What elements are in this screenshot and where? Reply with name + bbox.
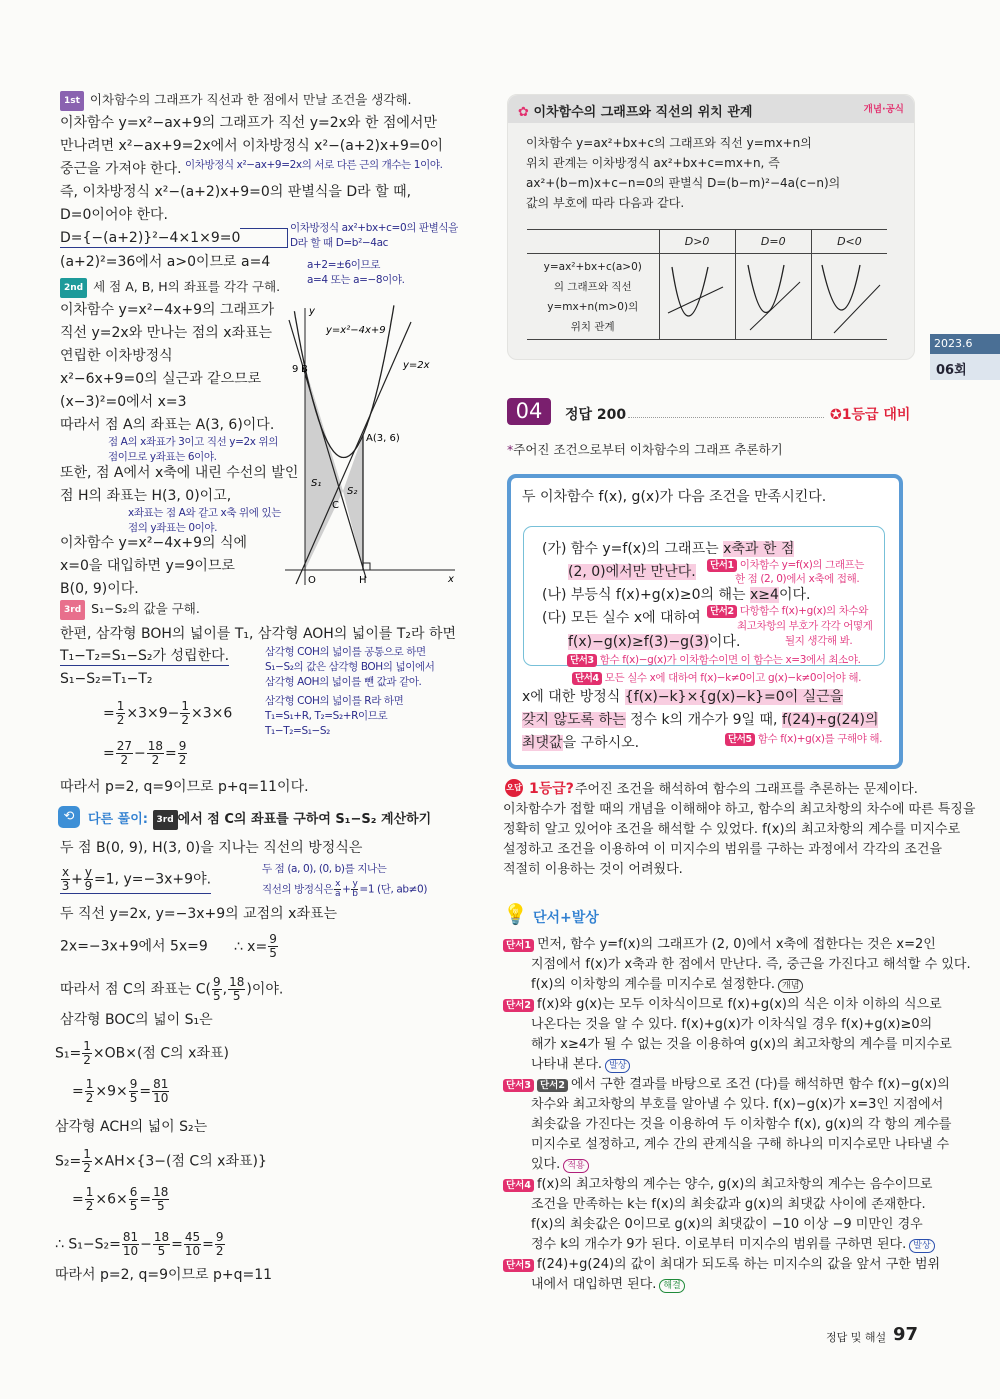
clue-line: 나온다는 것을 알 수 있다. f(x)+g(x)가 이차식일 경우 f(x)+g(x)≥0의: [531, 1017, 933, 1032]
clue-line: f(x)의 이차항의 계수를 미지수로 설정한다. 개념: [531, 976, 803, 993]
equation-line: S₁= $\frac{1}{2}$ ×OB×(점 C의 x좌표): [55, 1039, 229, 1067]
clue-line: 단서5 f(24)+g(24)의 값이 최대가 되도록 하는 미지수의 값을 앞서 구한 범위: [503, 1256, 940, 1273]
text-line: x=0을 대입하면 y=9이므로: [60, 558, 235, 574]
step2-heading: [60, 278, 280, 298]
annotation-note: 이차방정식 x²−ax+9=2x의 서로 다른 근의 개수는 1이야.: [185, 159, 443, 171]
text-line: 위치 관계는 이차방정식 ax²+bx+c=mx+n, 즉: [526, 156, 780, 170]
annotation-note: D라 할 때 D=b²−4ac: [290, 237, 388, 249]
annotation-note: 점 A의 x좌표가 3이고 직선 y=2x 위의: [108, 436, 278, 448]
text-line: 삼각형 ACH의 넓이 S₂는: [55, 1119, 208, 1135]
hint-1: 단서1 이차함수 y=f(x)의 그래프는: [707, 558, 864, 572]
y-axis-label: y: [309, 306, 315, 317]
graph-two-intersections: [660, 255, 735, 335]
parabola-line-graph: [280, 300, 460, 585]
clue-line: 단서1 먼저, 함수 y=f(x)의 그래프가 (2, 0)에서 x축에 접한다는 것은 x=2인: [503, 936, 936, 953]
annotation-note: a=4 또는 a=−8이야.: [307, 274, 405, 286]
clue-line: 최솟값을 가진다는 것을 이용하여 두 이차함수 f(x), g(x)의 각 항의 계수를: [531, 1117, 952, 1132]
why-icon: 오답: [505, 779, 523, 797]
text-line: 이차함수 y=x²−4x+9의 식에: [60, 535, 248, 551]
point-a-label: A(3, 6): [366, 433, 400, 444]
level-badge: ✪1등급 대비: [830, 407, 911, 423]
clue-tag: 단서3: [503, 1079, 534, 1092]
text-line: ax²+(b−m)x+c−n=0의 판별식 D=(b−m)²−4a(c−n)의: [526, 176, 841, 190]
annotation-note: 삼각형 COH의 넓이를 공통으로 하면: [265, 646, 426, 658]
concept-badge: 개념·공식: [863, 104, 904, 115]
step-tag: 1st: [60, 91, 84, 111]
text-line: 이차함수 y=ax²+bx+c의 그래프와 직선 y=mx+n의: [526, 136, 812, 150]
alternative-solution-icon: ⟲: [58, 806, 80, 828]
clue-line: 내에서 대입하면 된다. 해결: [531, 1276, 685, 1293]
step-tag: 3rd: [60, 600, 85, 620]
text-line: 직선 y=2x와 만나는 점의 x좌표는: [60, 325, 273, 341]
clue-line: 해가 x≥4가 될 수 없는 것을 이용하여 g(x)의 최고차항의 계수를 미지수로: [531, 1037, 952, 1052]
conclusion-line: 따라서 p=2, q=9이므로 p+q=11이다.: [60, 779, 309, 795]
point-b-label: B: [301, 364, 308, 375]
page-number: 97: [893, 1324, 919, 1345]
clue-line: 지점에서 f(x)가 x축과 한 점에서 만난다. 즉, 중근을 가진다고 해석할 수 있다.: [531, 957, 971, 972]
clue-badge: 발상: [909, 1239, 934, 1253]
question-line: x에 대한 방정식 {f(x)−k}×{g(x)−k}=0이 실근을: [522, 689, 844, 705]
clue-badge: 적용: [563, 1159, 588, 1173]
clue-badge: 개념: [778, 979, 803, 993]
clue-tag: 단서4: [503, 1179, 534, 1192]
text-line: D={−(a+2)}²−4×1×9=0: [60, 230, 241, 246]
line-label: y=2x: [403, 360, 430, 371]
text-line: 이차함수 y=x²−ax+9의 그래프가 직선 y=2x와 한 점에서만: [60, 115, 437, 131]
s1-label: S₁: [311, 478, 322, 489]
equation-line: ∴ S₁−S₂= $\frac{81}{10}$ − $\frac{18}{5}$ = $\frac{45}{10}$ = $\frac{9}{2}$: [55, 1230, 224, 1258]
clue-tag: 단서2: [503, 999, 534, 1012]
hint-3: 단서3 함수 f(x)−g(x)가 이차함수이면 이 함수는 x=3에서 최소야.: [567, 653, 861, 667]
text-line: x²−6x+9=0의 실근과 같으므로: [60, 371, 262, 387]
clue-line: 조건을 만족하는 k는 f(x)의 최솟값과 g(x)의 최댓값 사이에 존재한다.: [531, 1197, 926, 1212]
y-intercept-label: 9: [292, 364, 299, 375]
point-c-label: C: [332, 500, 339, 511]
parabola-label: y=x²−4x+9: [326, 325, 386, 336]
text-line: 즉, 이차방정식 x²−(a+2)x+9=0의 판별식을 D라 할 때,: [60, 184, 412, 200]
text-line: 또한, 점 A에서 x축에 내린 수선의 발인: [60, 465, 299, 481]
text-line: 이차함수가 접할 때의 개념을 이해해야 하고, 함수의 최고차항의 차수에 따른 특징을: [503, 802, 976, 817]
footer-label: 정답 및 해설: [826, 1331, 887, 1344]
text-line: S₁−S₂=T₁−T₂: [60, 671, 153, 687]
equation-line: = $\frac{1}{2}$ ×9× $\frac{9}{5}$ = $\frac{81}{10}$: [72, 1077, 169, 1105]
step-title: S₁−S₂의 값을 구해.: [91, 601, 200, 616]
graph-no-intersection: [812, 255, 887, 335]
table-header: D=0: [735, 230, 811, 254]
hint-1-cont: 한 점 (2, 0)에서 x축에 접해.: [735, 573, 860, 585]
condition-da: (다) 모든 실수 x에 대하여: [542, 610, 701, 626]
why-title: 1등급?: [529, 781, 574, 797]
hint-4: 단서4 모든 실수 x에 대하여 f(x)−k≠0이고 g(x)−k≠0이어야 해.: [572, 671, 861, 685]
hint-5: 단서5 함수 f(x)+g(x)를 구해야 해.: [725, 732, 882, 746]
equation-line: = $\frac{27}{2}$ − $\frac{18}{2}$ = $\frac{9}{2}$: [103, 739, 187, 767]
annotation-note: 직선의 방정식은 $\frac{x}{a}$ + $\frac{y}{b}$ =1 (단, ab≠0): [262, 879, 428, 899]
equation-line: 2x=−3x+9에서 5x=9 ∴ x= $\frac{9}{5}$: [60, 932, 277, 960]
equation-line: 따라서 점 C의 좌표는 C( $\frac{9}{5}$ , $\frac{18}{5}$ )이야.: [60, 975, 284, 1003]
clue-line: 정수 k의 개수가 9가 된다. 이로부터 미지수의 범위를 구하면 된다. 발상: [531, 1236, 935, 1253]
origin-label: O: [308, 575, 316, 585]
annotation-note: 두 점 (a, 0), (0, b)를 지나는: [262, 863, 387, 875]
text-line: 따라서 점 A의 좌표는 A(3, 6)이다.: [60, 417, 275, 433]
text-line: 주어진 조건을 해석하여 함수의 그래프를 추론하는 문제이다.: [575, 782, 918, 797]
condition-ga: (가) 함수 y=f(x)의 그래프는 x축과 한 점: [542, 541, 795, 557]
step-tag: 2nd: [60, 278, 87, 298]
annotation-note: 점의 y좌표는 0이야.: [128, 522, 218, 534]
text-line: 삼각형 BOC의 넓이 S₁은: [60, 1012, 213, 1028]
clue-line: 단서4 f(x)의 최고차항의 계수는 양수, g(x)의 최고차항의 계수는 음수이므로: [503, 1176, 932, 1193]
text-line: D=0이어야 한다.: [60, 207, 168, 223]
annotation-note: S₁−S₂의 값은 삼각형 BOH의 넓이에서: [265, 661, 435, 673]
clue-tag: 단서1: [503, 939, 534, 952]
equation-line: $\frac{x}{3}$ + $\frac{y}{9}$ =1, y=−3x+9야.: [61, 865, 212, 893]
clue-line: 나타내 본다. 발상: [531, 1056, 630, 1073]
graph-tangent: [736, 255, 811, 335]
connector-arrow: [240, 228, 288, 248]
concept-box: [507, 94, 915, 360]
clue-line: 단서2 f(x)와 g(x)는 모두 이차식이므로 f(x)+g(x)의 식은 이차 이하의 식으로: [503, 996, 942, 1013]
star-icon: ✪: [830, 407, 842, 423]
conclusion-line: 따라서 p=2, q=9이므로 p+q=11: [55, 1267, 273, 1283]
text-line: 점 H의 좌표는 H(3, 0)이고,: [60, 488, 232, 504]
flower-icon: ✿: [518, 105, 529, 120]
question-line: 갖지 않도록 하는 정수 k의 개수가 9일 때, f(24)+g(24)의: [522, 712, 879, 728]
s2-label: S₂: [347, 486, 358, 497]
problem-intro: 두 이차함수 f(x), g(x)가 다음 조건을 만족시킨다.: [522, 489, 827, 505]
right-angle-mark: [363, 563, 370, 570]
clue-line: f(x)의 최솟값은 0이므로 g(x)의 최댓값이 −10 이상 −9 미만인 경우: [531, 1217, 923, 1232]
annotation-note: a+2=±6이므로: [307, 259, 381, 271]
concept-title: 이차함수의 그래프와 직선의 위치 관계: [533, 105, 753, 120]
equation-line: = $\frac{1}{2}$ ×6× $\frac{6}{5}$ = $\frac{18}{5}$: [72, 1185, 169, 1213]
text-line: 한편, 삼각형 BOH의 넓이를 T₁, 삼각형 AOH의 넓이를 T₂라 하면: [60, 626, 457, 642]
text-line: (x−3)²=0에서 x=3: [60, 394, 187, 410]
region-s1: [305, 367, 343, 570]
clue-line: 단서3 단서2 에서 구한 결과를 바탕으로 조건 (다)를 해석하면 함수 f(x)−g(x)의: [503, 1076, 950, 1093]
clues-title: 단서+발상: [533, 910, 599, 926]
text-line: 설정하고 조건을 이용하여 이 미지수의 범위를 구하는 과정에서 각각의 조건을: [503, 842, 943, 857]
equation-line: S₂= $\frac{1}{2}$ ×AH×{3−(점 C의 x좌표)}: [55, 1147, 267, 1175]
exam-date-tab: 2023.6: [930, 334, 1000, 354]
question-line: 최댓값을 구하시오.: [522, 735, 640, 751]
position-relation-table: [527, 229, 887, 340]
text-line: 적절히 이용하는 것이 어려웠다.: [503, 862, 683, 877]
condition-ga-cont: (2, 0)에서만 만난다.: [568, 564, 696, 580]
alt-heading: 다른 풀이: 3rd 에서 점 C의 좌표를 구하여 S₁−S₂ 계산하기: [88, 810, 431, 830]
text-line: 이차함수 y=x²−4x+9의 그래프가: [60, 302, 275, 318]
step-title: 이차함수의 그래프가 직선과 한 점에서 만날 조건을 생각해.: [89, 92, 412, 107]
text-line: (a+2)²=36에서 a>0이므로 a=4: [60, 254, 271, 270]
row-label: y=ax²+bx+c(a>0) 의 그래프와 직선 y=mx+n(m>0)의 위치 관계: [543, 260, 642, 333]
dotted-leader: [628, 417, 824, 418]
text-line: 만나려면 x²−ax+9=2x에서 이차방정식 x²−(a+2)x+9=0이: [60, 138, 444, 154]
table-header: D<0: [811, 230, 887, 254]
problem-topic: *주어진 조건으로부터 이차함수의 그래프 추론하기: [507, 442, 783, 457]
equation-line: = $\frac{1}{2}$ ×3×9− $\frac{1}{2}$ ×3×6: [103, 699, 233, 727]
step3-heading: [60, 600, 200, 620]
hint-2-cont: 최고차항의 부호가 각각 어떻게: [737, 620, 873, 632]
hint-2: 단서2 다항함수 f(x)+g(x)의 차수와: [707, 604, 868, 618]
line-bh: [289, 320, 366, 578]
text-line: 값의 부호에 따라 다음과 같다.: [526, 196, 685, 210]
clue-tag: 단서5: [503, 1259, 534, 1272]
clue-line: 미지수로 설정하고, 계수 간의 관계식을 구해 하나의 미지수로만 나타낼 수: [531, 1137, 950, 1152]
text-line: 정확히 알고 있어야 조건을 해석할 수 있었다. f(x)의 최고차항의 계수를 미지수로: [503, 822, 961, 837]
concept-body: [508, 123, 914, 213]
annotation-note: 삼각형 AOH의 넓이를 뺀 값과 같아.: [265, 676, 422, 688]
hint-2-cont: 될지 생각해 봐.: [785, 635, 853, 647]
problem-number: 04: [507, 398, 551, 425]
clue-badge: 해결: [659, 1279, 684, 1293]
text-line: 중근을 가져야 한다.: [60, 161, 182, 177]
answer-label: 정답 200: [565, 407, 627, 423]
lightbulb-head-icon: 💡: [503, 902, 528, 926]
text-line: 두 직선 y=2x, y=−3x+9의 교점의 x좌표는: [60, 906, 338, 922]
step-title: 세 점 A, B, H의 좌표를 각각 구해.: [93, 279, 281, 294]
table-header: D>0: [659, 230, 735, 254]
condition-na: (나) 부등식 f(x)+g(x)≥0의 해는 x≥4이다.: [542, 587, 811, 603]
clue-line: 있다. 적용: [531, 1156, 589, 1173]
clue-line: 차수와 최고차항의 부호를 알아낼 수 있다. f(x)−g(x)가 x=3인 지점에서: [531, 1097, 944, 1112]
annotation-note: T₁−T₂=S₁−S₂: [265, 725, 330, 737]
text-line: B(0, 9)이다.: [60, 581, 139, 597]
x-axis-label: x: [448, 574, 454, 585]
text-line: T₁−T₂=S₁−S₂가 성립한다.: [60, 648, 230, 664]
concept-header: [508, 95, 914, 123]
text-line: 연립한 이차방정식: [60, 348, 173, 364]
exam-round-tab: 06회: [930, 354, 1000, 380]
text-line: 두 점 B(0, 9), H(3, 0)을 지나는 직선의 방정식은: [60, 840, 363, 856]
condition-da-cont: f(x)−g(x)≥f(3)−g(3)이다.: [568, 634, 741, 650]
annotation-note: T₁=S₁+R, T₂=S₂+R이므로: [265, 710, 388, 722]
point-h-label: H: [359, 575, 367, 585]
step1-heading: [60, 91, 412, 111]
annotation-note: 이차방정식 ax²+bx+c=0의 판별식을: [290, 222, 458, 234]
clue-ref-tag: 단서2: [537, 1079, 568, 1092]
annotation-note: 삼각형 COH의 넓이를 R라 하면: [265, 695, 404, 707]
annotation-note: x좌표는 점 A와 같고 x축 위에 있는: [128, 507, 281, 519]
clue-badge: 발상: [605, 1059, 630, 1073]
annotation-note: 점이므로 y좌표는 6이야.: [108, 451, 217, 463]
